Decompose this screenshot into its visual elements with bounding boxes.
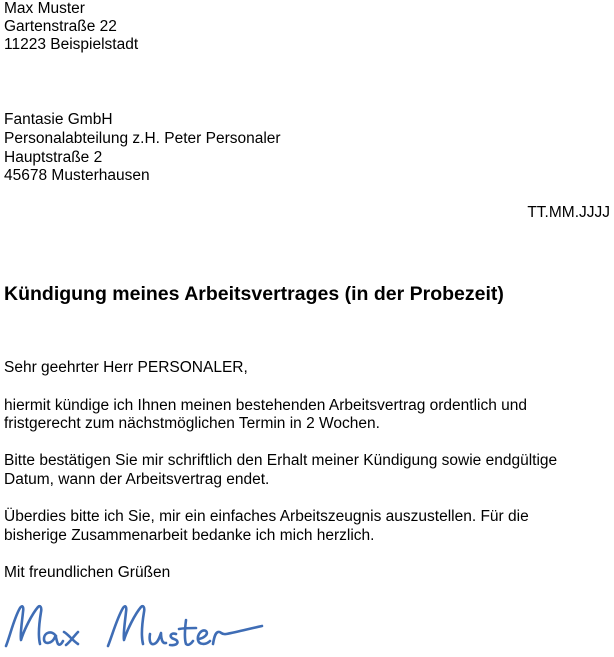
paragraph-line: Bitte bestätigen Sie mir schriftlich den Erhalt meiner Kündigung sowie endgültige	[4, 452, 558, 469]
letter-date: TT.MM.JJJJ	[527, 204, 610, 221]
recipient-department: Personalabteilung z.H. Peter Personaler	[4, 130, 281, 147]
handwritten-signature	[0, 596, 270, 656]
paragraph-line: hiermit kündige ich Ihnen meinen bestehenden Arbeitsvertrag ordentlich und	[4, 397, 528, 414]
recipient-street: Hauptstraße 2	[4, 149, 103, 166]
sender-city: 11223 Beispielstadt	[4, 36, 139, 53]
recipient-company: Fantasie GmbH	[4, 111, 113, 128]
paragraph-line: fristgerecht zum nächstmöglichen Termin in 2 Wochen.	[4, 415, 380, 432]
salutation: Sehr geehrter Herr PERSONALER,	[4, 359, 248, 376]
paragraph-line: Überdies bitte ich Sie, mir ein einfaches Arbeitszeugnis auszustellen. Für die	[4, 508, 529, 525]
letter-subject: Kündigung meines Arbeitsvertrages (in der Probezeit)	[4, 283, 504, 305]
recipient-city: 45678 Musterhausen	[4, 167, 150, 184]
paragraph-line: Datum, wann der Arbeitsvertrag endet.	[4, 471, 270, 488]
paragraph-line: bisherige Zusammenarbeit bedanke ich mich herzlich.	[4, 527, 375, 544]
closing: Mit freundlichen Grüßen	[4, 564, 171, 581]
sender-street: Gartenstraße 22	[4, 18, 117, 35]
sender-name: Max Muster	[4, 0, 85, 17]
